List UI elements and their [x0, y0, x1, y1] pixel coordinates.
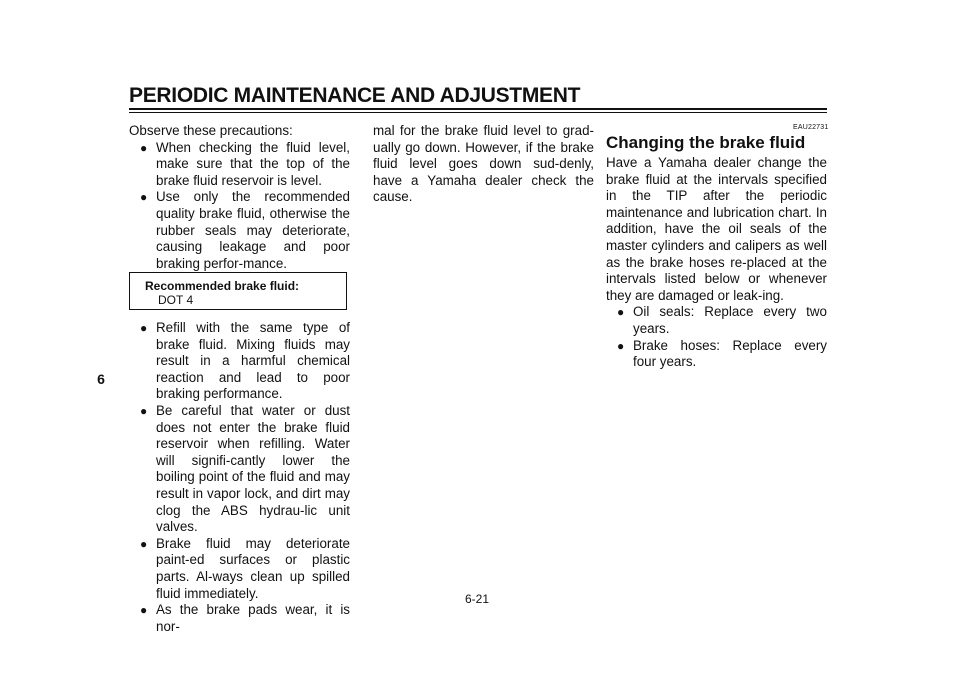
- list-item: [129, 189, 350, 272]
- spec-value: DOT 4: [158, 293, 194, 307]
- list-item: [129, 403, 350, 536]
- page-number: 6-21: [465, 592, 490, 606]
- list-item-text: Use only the recommended quality brake fluid, otherwise the rubber seals may deteriorate, causing leakage and poor braking perfor-mance.: [156, 189, 350, 271]
- left-column-top: [129, 123, 350, 272]
- replacement-list: [606, 304, 827, 370]
- page-header-title: PERIODIC MAINTENANCE AND ADJUSTMENT: [129, 84, 581, 107]
- list-item-text: As the brake pads wear, it is nor-: [156, 602, 350, 634]
- list-item-text: Refill with the same type of brake fluid. Mixing fluids may result in a harmful chemical reaction and lead to poor braking performance.: [156, 320, 350, 402]
- spec-label: Recommended brake fluid:: [145, 279, 300, 293]
- left-column-bottom: [129, 320, 350, 635]
- header-rule-thick: [129, 108, 827, 110]
- bullet-dot-icon: ●: [140, 321, 148, 335]
- list-item-text: When checking the fluid level, make sure that the top of the brake fluid reservoir is level.: [156, 139, 350, 188]
- spec-box: [129, 272, 347, 310]
- list-item-text: Brake fluid may deteriorate paint-ed surfaces or plastic parts. Al-ways clean up spilled fluid immediately.: [156, 535, 350, 601]
- chapter-tab: 6: [97, 371, 105, 387]
- precautions-list-bottom: [129, 320, 350, 635]
- list-item: [606, 338, 827, 371]
- header-rule-thin: [129, 112, 827, 113]
- bullet-dot-icon: ●: [140, 403, 148, 418]
- bullet-dot-icon: ●: [617, 305, 625, 320]
- bullet-dot-icon: ●: [140, 190, 148, 205]
- list-item-text: Brake hoses: Replace every four years.: [633, 337, 827, 370]
- list-item: [129, 140, 350, 190]
- bullet-dot-icon: ●: [140, 603, 148, 618]
- right-column: [606, 155, 827, 371]
- list-item-text: Be careful that water or dust does not enter the brake fluid reservoir when refilling. Water will signifi-cantly lower the boiling point of the fluid and may result in vapor lock, and dirt may clog the ABS hydrau-lic unit valves.: [156, 402, 350, 535]
- list-item: [129, 320, 350, 403]
- list-item: [129, 602, 350, 635]
- precautions-list-top: [129, 140, 350, 273]
- continued-paragraph: mal for the brake fluid level to grad-ually go down. However, if the brake fluid level goes down sud-denly, have a Yamaha dealer check the cause.: [373, 123, 594, 205]
- section-code: EAU22731: [793, 124, 829, 131]
- bullet-dot-icon: ●: [140, 536, 148, 551]
- middle-column: [373, 123, 594, 206]
- list-item: [129, 536, 350, 602]
- list-item: [606, 304, 827, 337]
- precautions-intro: Observe these precautions:: [129, 123, 293, 138]
- bullet-dot-icon: ●: [617, 338, 625, 353]
- section-body: Have a Yamaha dealer change the brake fluid at the intervals specified in the TIP after the periodic maintenance and lubrication chart. In addition, have the oil seals of the master cylinders and calipers as well as the brake hoses re-placed at the intervals listed below or whenever they are damaged or leak-ing.: [606, 155, 827, 303]
- list-item-text: Oil seals: Replace every two years.: [633, 304, 827, 336]
- section-heading: Changing the brake fluid: [606, 133, 806, 152]
- bullet-dot-icon: ●: [140, 140, 148, 155]
